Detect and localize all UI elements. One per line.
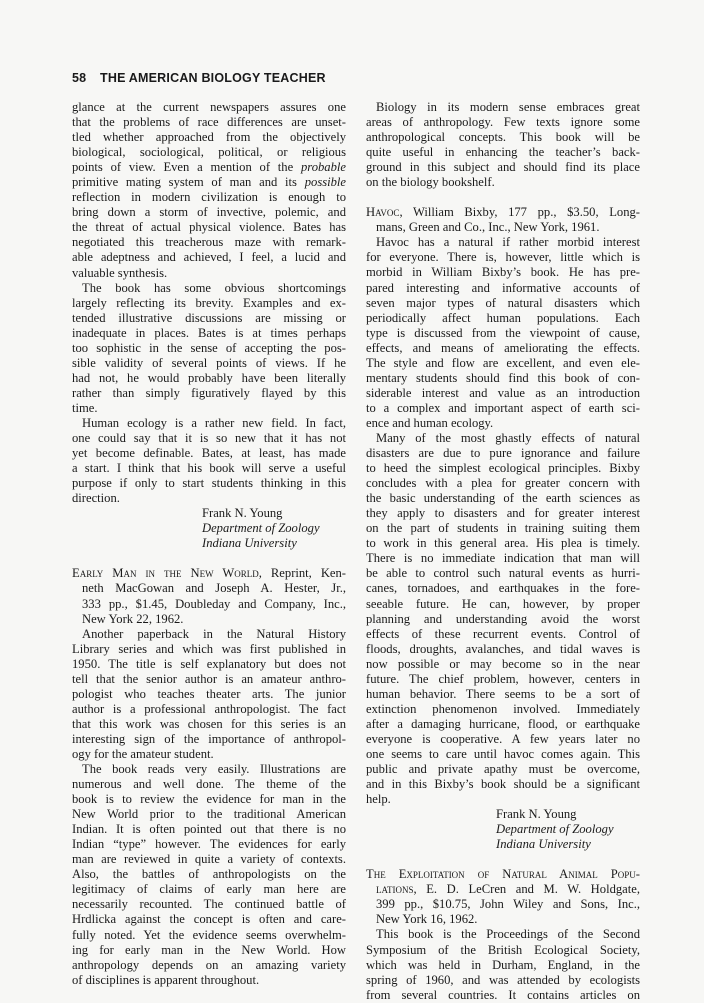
text-line: too sophistic in the sense of accepting the pos- xyxy=(72,340,346,355)
text-line: be able to control such natural events as hurri- xyxy=(366,566,640,581)
citation-line: 399 pp., $10.75, John Wiley and Sons, Inc., xyxy=(376,897,640,912)
text-line: to a complex and important aspect of earth sci- xyxy=(366,400,640,415)
reviewer-signature xyxy=(72,506,346,551)
text-line: areas of anthropology. Few texts ignore some xyxy=(366,115,640,130)
text-line: the threat of actual physical violence. Bates has xyxy=(72,220,346,235)
review-continuation-paragraph xyxy=(72,100,346,281)
reviewer-department: Department of Zoology xyxy=(496,822,614,837)
text-line: points of view. Even a mention of the probable xyxy=(72,160,346,175)
text-line: disasters are due to pure ignorance and failure xyxy=(366,446,640,461)
text-line: fully noted. Yet the evidence seems overwhelm- xyxy=(72,927,346,942)
text-line: a start. I think that his book will serve a useful xyxy=(72,461,346,476)
text-line: concludes with a plea for greater concern with xyxy=(366,476,640,491)
text-line: ground in this subject and should find its place xyxy=(366,160,640,175)
paragraph xyxy=(366,927,640,1002)
text-line: for everyone. There is, however, little which is xyxy=(366,250,640,265)
text-line: sible validity of several points of views. If he xyxy=(72,355,346,370)
text-line: future. The chief problem, however, centers in xyxy=(366,671,640,686)
paragraph xyxy=(72,762,346,988)
text-line: book is to review the evidence for man in the xyxy=(72,792,346,807)
reviewer-signature xyxy=(366,807,640,852)
text-line: This book is the Proceedings of the Second xyxy=(376,927,640,942)
citation-line: Havoc, William Bixby, 177 pp., $3.50, Long- xyxy=(366,205,640,220)
book-citation xyxy=(366,205,640,235)
text-line: and in this Bixby’s book should be a significant xyxy=(366,777,640,792)
text-line: effects of these recurrent events. Control of xyxy=(366,626,640,641)
text-line: negotiated this treacherous maze with remark- xyxy=(72,235,346,250)
text-line: siderable interest and value as an introduction xyxy=(366,385,640,400)
text-line: legitimacy of claims of early man here are xyxy=(72,882,346,897)
text-line: help. xyxy=(366,792,391,807)
citation-line: New York 16, 1962. xyxy=(376,912,478,927)
text-line: bring down a storm of invective, polemic, and xyxy=(72,205,346,220)
page-number: 58 xyxy=(72,71,87,85)
text-line: Many of the most ghastly effects of natural xyxy=(376,430,640,445)
reviewer-department: Department of Zoology xyxy=(202,521,320,536)
text-line: extinction phenomenon involved. Immediately xyxy=(366,701,640,716)
text-line: There is no immediate indication that man will xyxy=(366,551,640,566)
text-line: Human ecology is a rather new field. In fact, xyxy=(82,415,346,430)
text-line: direction. xyxy=(72,491,120,506)
citation-line: neth MacGowan and Joseph A. Hester, Jr., xyxy=(82,581,346,596)
text-line: author is a professional anthropologist. The fact xyxy=(72,701,346,716)
text-line: to heed the simplest ecological principles. Bixby xyxy=(366,461,640,476)
text-line: biological, sociological, political, or religious xyxy=(72,145,346,160)
text-line: glance at the current newspapers assures one xyxy=(72,100,346,114)
text-line: 1950. The title is self explanatory but does not xyxy=(72,656,346,671)
paragraph xyxy=(366,100,640,190)
text-line: public and private apathy must be overcome, xyxy=(366,762,640,777)
citation-line: New York 22, 1962. xyxy=(82,611,184,626)
text-line: inadequate in places. Bates is at times perhaps xyxy=(72,325,346,340)
italic-word: possible xyxy=(304,175,346,190)
text-line: yet become definable. Bates, at least, has made xyxy=(72,446,346,461)
text-line: necessarily recounted. The continued battle of xyxy=(72,897,346,912)
citation-line: Early Man in the New World, Reprint, Ken- xyxy=(72,566,347,581)
text-line: seeable future. He can, however, by proper xyxy=(366,596,640,611)
text-line: from several countries. It contains articles on xyxy=(366,987,640,1002)
text-line: largely reflecting its brevity. Examples and ex- xyxy=(72,295,346,310)
text-line: after a damaging hurricane, flood, or earthquake xyxy=(366,716,640,731)
book-title: The Exploitation of Natural Animal Popu- xyxy=(366,867,640,882)
text-line: reflection in modern civilization is enough to xyxy=(72,190,346,205)
text-line: ing for early man in the New World. How xyxy=(72,942,346,957)
text-line: everyone is cooperative. A few years later no xyxy=(366,731,640,746)
text-line: on the biology bookshelf. xyxy=(366,175,495,190)
text-line: on the part of students in training suiting them xyxy=(366,521,640,536)
text-line: had not, he would probably have been literally xyxy=(72,370,346,385)
text-line: primitive mating system of man and its possible xyxy=(72,175,346,190)
text-line: numerous and well done. The theme of the xyxy=(72,777,346,792)
paragraph xyxy=(72,627,346,762)
text-line: quite useful in enhancing the teacher’s back- xyxy=(366,145,640,160)
text-line: mentary students should find this book of con- xyxy=(366,370,640,385)
text-line: The book has some obvious shortcomings xyxy=(82,280,346,295)
book-title: Havoc xyxy=(366,205,400,220)
left-column xyxy=(72,100,346,988)
text-line: The book reads very easily. Illustrations are xyxy=(82,762,346,777)
text-line: the basic understanding of the earth sciences as xyxy=(366,491,640,506)
text-line: ence and human ecology. xyxy=(366,415,494,430)
text-line: Indian “type” however. The evidences for early xyxy=(72,837,346,852)
text-line: valuable synthesis. xyxy=(72,265,168,280)
text-line: Library series and which was first published in xyxy=(72,641,346,656)
journal-title: THE AMERICAN BIOLOGY TEACHER xyxy=(100,71,326,85)
book-citation xyxy=(72,566,346,626)
text-line: planning and understanding avoid the worst xyxy=(366,611,640,626)
text-line: floods, droughts, avalanches, and tidal waves is xyxy=(366,641,640,656)
italic-word: probable xyxy=(300,160,346,175)
text-line: New World prior to the traditional American xyxy=(72,807,346,822)
text-line: able adeptness and achieved, I feel, a lucid and xyxy=(72,250,346,265)
text-line: that the problems of race differences are unset- xyxy=(72,115,346,130)
text-line: Also, the battles of anthropologists on the xyxy=(72,867,346,882)
text-line: to work in this general area. His plea is timely. xyxy=(366,536,640,551)
text-line: one seems to care until havoc comes again. This xyxy=(366,746,640,761)
running-header xyxy=(72,71,326,85)
text-line: anthropology depends on an amazing variety xyxy=(72,957,346,972)
paragraph xyxy=(72,416,346,506)
text-line: The style and flow are excellent, and even ele- xyxy=(366,355,640,370)
reviewer-name: Frank N. Young xyxy=(496,807,577,822)
text-line: ogy for the amateur student. xyxy=(72,746,214,761)
text-line: rather than simply figuratively flayed by this xyxy=(72,385,346,400)
text-line: now possible or may become so in the near xyxy=(366,656,640,671)
book-title: Early Man in the New World xyxy=(72,566,259,581)
text-line: Symposium of the British Ecological Society, xyxy=(366,942,640,957)
paragraph xyxy=(72,281,346,416)
citation-line: mans, Green and Co., Inc., New York, 1961. xyxy=(376,220,600,235)
text-line: spring of 1960, and was attended by ecologists xyxy=(366,972,640,987)
right-column xyxy=(366,100,640,1003)
text-line: one could say that it is so new that it has not xyxy=(72,431,346,446)
text-line: of disciplines is apparent throughout. xyxy=(72,972,260,987)
text-line: which was held in Durham, England, in the xyxy=(366,957,640,972)
text-line: time. xyxy=(72,400,98,415)
citation-line: lations, E. D. LeCren and M. W. Holdgate, xyxy=(376,882,640,897)
text-line: man are reviewed in quite a variety of contexts. xyxy=(72,852,346,867)
text-line: tled whether approached from the objectively xyxy=(72,130,346,145)
reviewer-university: Indiana University xyxy=(202,536,297,551)
text-line: anthropological concepts. This book will be xyxy=(366,130,640,145)
text-line: morbid in William Bixby’s book. He has pre- xyxy=(366,265,640,280)
text-line: interesting sign of the importance of anthropol- xyxy=(72,731,346,746)
text-line: pared interesting and informative accounts of xyxy=(366,280,640,295)
text-line: they apply to disasters and for greater interest xyxy=(366,506,640,521)
text-line: periodically affect human populations. Each xyxy=(366,310,640,325)
book-title: lations xyxy=(376,882,414,897)
text-line: pologist who teaches theater arts. The junior xyxy=(72,686,346,701)
reviewer-university: Indiana University xyxy=(496,837,591,852)
book-citation xyxy=(366,867,640,927)
spacer xyxy=(366,852,640,867)
text-line: human behavior. There seems to be a sort of xyxy=(366,686,640,701)
text-line: Indian. It is often pointed out that there is no xyxy=(72,822,346,837)
text-line: type is discussed from the viewpoint of cause, xyxy=(366,325,640,340)
paragraph xyxy=(366,431,640,807)
reviewer-name: Frank N. Young xyxy=(202,506,283,521)
text-line: Biology in its modern sense embraces great xyxy=(376,100,640,114)
text-line: effects, and means of ameliorating the effects. xyxy=(366,340,640,355)
text-line: canes, tornadoes, and earthquakes in the fore- xyxy=(366,581,640,596)
text-line: Havoc has a natural if rather morbid interest xyxy=(376,235,640,250)
text-line: seven major types of natural disasters which xyxy=(366,295,640,310)
text-line: Hrdlicka against the concept is often and care- xyxy=(72,912,346,927)
text-line: tended illustrative discussions are missing or xyxy=(72,310,346,325)
text-line: that this work was chosen for this series is an xyxy=(72,716,346,731)
spacer xyxy=(72,551,346,566)
text-line: tell that the senior author is an amateur anthro- xyxy=(72,671,346,686)
text-line: purpose if only to start students thinking in this xyxy=(72,476,346,491)
text-line: Another paperback in the Natural History xyxy=(82,626,346,641)
citation-line: 333 pp., $1.45, Doubleday and Company, Inc., xyxy=(82,596,346,611)
paragraph xyxy=(366,235,640,431)
spacer xyxy=(366,190,640,205)
